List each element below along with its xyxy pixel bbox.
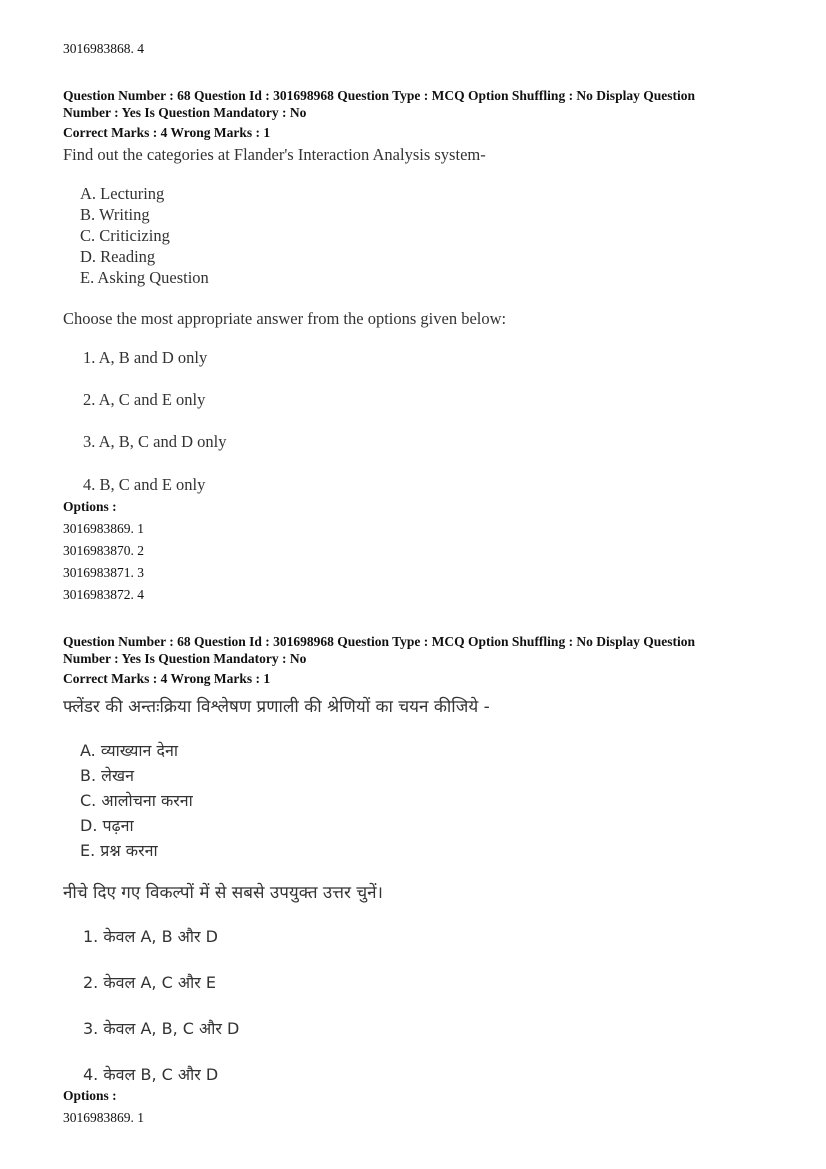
question-header-line2: Number : Yes Is Question Mandatory : No (63, 651, 307, 666)
answer-choice: 2. केवल A, C और E (83, 973, 216, 992)
options-label: Options : (63, 1088, 117, 1103)
question-header-line1: Question Number : 68 Question Id : 301698968 Question Type : MCQ Option Shuffling : No Display Question (63, 88, 695, 103)
category-item: A. Lecturing (80, 184, 165, 203)
choose-prompt: नीचे दिए गए विकल्पों में से सबसे उपयुक्त उत्तर चुनें। (63, 883, 384, 903)
category-item: B. Writing (80, 205, 150, 224)
category-item: B. लेखन (80, 766, 134, 785)
category-item: C. आलोचना करना (80, 791, 193, 810)
category-item: D. पढ़ना (80, 816, 134, 835)
question-text: Find out the categories at Flander's Interaction Analysis system- (63, 145, 486, 164)
option-id: 3016983869. 1 (63, 1110, 144, 1125)
marks-line: Correct Marks : 4 Wrong Marks : 1 (63, 125, 271, 140)
category-item: D. Reading (80, 247, 156, 266)
answer-choice: 4. केवल B, C और D (83, 1065, 219, 1084)
category-item: A. व्याख्यान देना (80, 741, 179, 760)
category-item: C. Criticizing (80, 226, 170, 245)
top-reference-id: 3016983868. 4 (63, 41, 144, 56)
answer-choice: 2. A, C and E only (83, 390, 206, 409)
question-text: फ्लेंडर की अन्तःक्रिया विश्लेषण प्रणाली की श्रेणियों का चयन कीजिये - (63, 697, 490, 717)
marks-line: Correct Marks : 4 Wrong Marks : 1 (63, 671, 271, 686)
answer-choice: 1. A, B and D only (83, 348, 208, 367)
category-item: E. प्रश्न करना (80, 841, 158, 860)
answer-choice: 4. B, C and E only (83, 475, 206, 494)
category-item: E. Asking Question (80, 268, 209, 287)
options-label: Options : (63, 499, 117, 514)
answer-choice: 3. A, B, C and D only (83, 432, 227, 451)
answer-choice: 1. केवल A, B और D (83, 927, 218, 946)
option-id: 3016983872. 4 (63, 587, 144, 602)
answer-choice: 3. केवल A, B, C और D (83, 1019, 240, 1038)
option-id: 3016983871. 3 (63, 565, 144, 580)
question-header-line1: Question Number : 68 Question Id : 301698968 Question Type : MCQ Option Shuffling : No Display Question (63, 634, 695, 649)
option-id: 3016983869. 1 (63, 521, 144, 536)
option-id: 3016983870. 2 (63, 543, 144, 558)
question-header-line2: Number : Yes Is Question Mandatory : No (63, 105, 307, 120)
choose-prompt: Choose the most appropriate answer from the options given below: (63, 309, 507, 328)
